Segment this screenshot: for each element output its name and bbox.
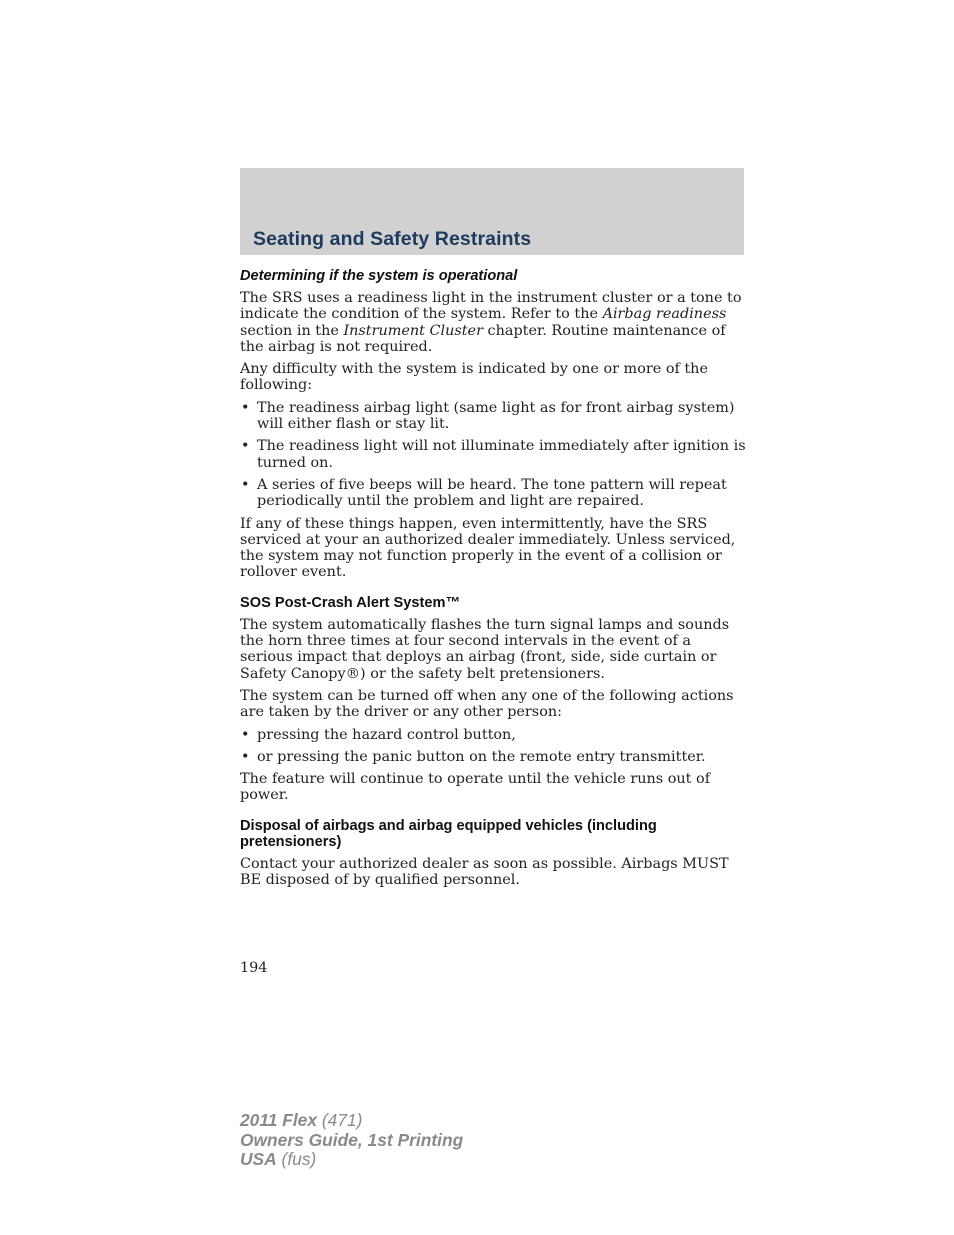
section-heading-operational: Determining if the system is operational [240, 268, 518, 284]
paragraph-disposal: Contact your authorized dealer as soon as possible. Airbags MUST BE disposed of by qualified personnel. [240, 855, 729, 889]
paragraph-sos-turn-off: The system can be turned off when any one of the following actions are taken by the driver or any other person: [240, 687, 734, 721]
footer-edition-info [240, 1111, 463, 1170]
page-content [240, 268, 746, 888]
list-item: • The readiness light will not illuminate immediately after ignition is turned on. [241, 438, 746, 471]
reference-airbag-readiness: Airbag readiness [602, 306, 727, 323]
paragraph-srs-readiness: The SRS uses a readiness light in the instrument cluster or a tone to indicate the condition of the system. Refer to the Airbag readiness section in the Instrument Cluster chapter. Routine maintenance of the airbag is not required. [240, 290, 742, 355]
page-title: Seating and Safety Restraints [253, 228, 532, 250]
list-sos-actions [240, 727, 746, 766]
list-item: • The readiness airbag light (same light as for front airbag system) will either flash or stay lit. [241, 399, 735, 433]
bullet-icon: • [241, 726, 250, 743]
footer-line-region: USA (fus) [240, 1149, 317, 1169]
list-item: • or pressing the panic button on the remote entry transmitter. [241, 748, 706, 765]
paragraph-sos-power: The feature will continue to operate until the vehicle runs out of power. [240, 771, 711, 804]
footer-line-printing: Owners Guide, 1st Printing [240, 1129, 464, 1150]
footer-line-model: 2011 Flex (471) [240, 1110, 363, 1130]
paragraph-sos-description: The system automatically flashes the turn signal lamps and sounds the horn three times at four second intervals in the event of a serious impact that deploys an airbag (front, side, side curtain or Safety Canopy®) or the safety belt pretensioners. [240, 616, 730, 682]
section-heading-disposal: Disposal of airbags and airbag equipped vehicles (including pretensioners) [240, 817, 657, 850]
bullet-icon: • [241, 399, 250, 416]
paragraph-difficulty: Any difficulty with the system is indicated by one or more of the following: [240, 361, 708, 394]
section-header-band [240, 168, 744, 255]
section-heading-sos: SOS Post-Crash Alert System™ [240, 594, 461, 611]
bullet-icon: • [241, 438, 250, 455]
list-item: • pressing the hazard control button, [241, 726, 516, 743]
bullet-icon: • [241, 748, 250, 765]
list-difficulty-indicators [240, 400, 746, 510]
paragraph-service-srs: If any of these things happen, even intermittently, have the SRS serviced at your an authorized dealer immediately. Unless serviced, the system may not function properly in the event of a collision or rollover event. [240, 515, 736, 581]
bullet-icon: • [241, 476, 250, 493]
list-item: • A series of five beeps will be heard. The tone pattern will repeat periodically until the problem and light are repaired. [241, 476, 727, 510]
reference-instrument-cluster: Instrument Cluster [343, 322, 483, 339]
page-number: 194 [240, 960, 268, 976]
